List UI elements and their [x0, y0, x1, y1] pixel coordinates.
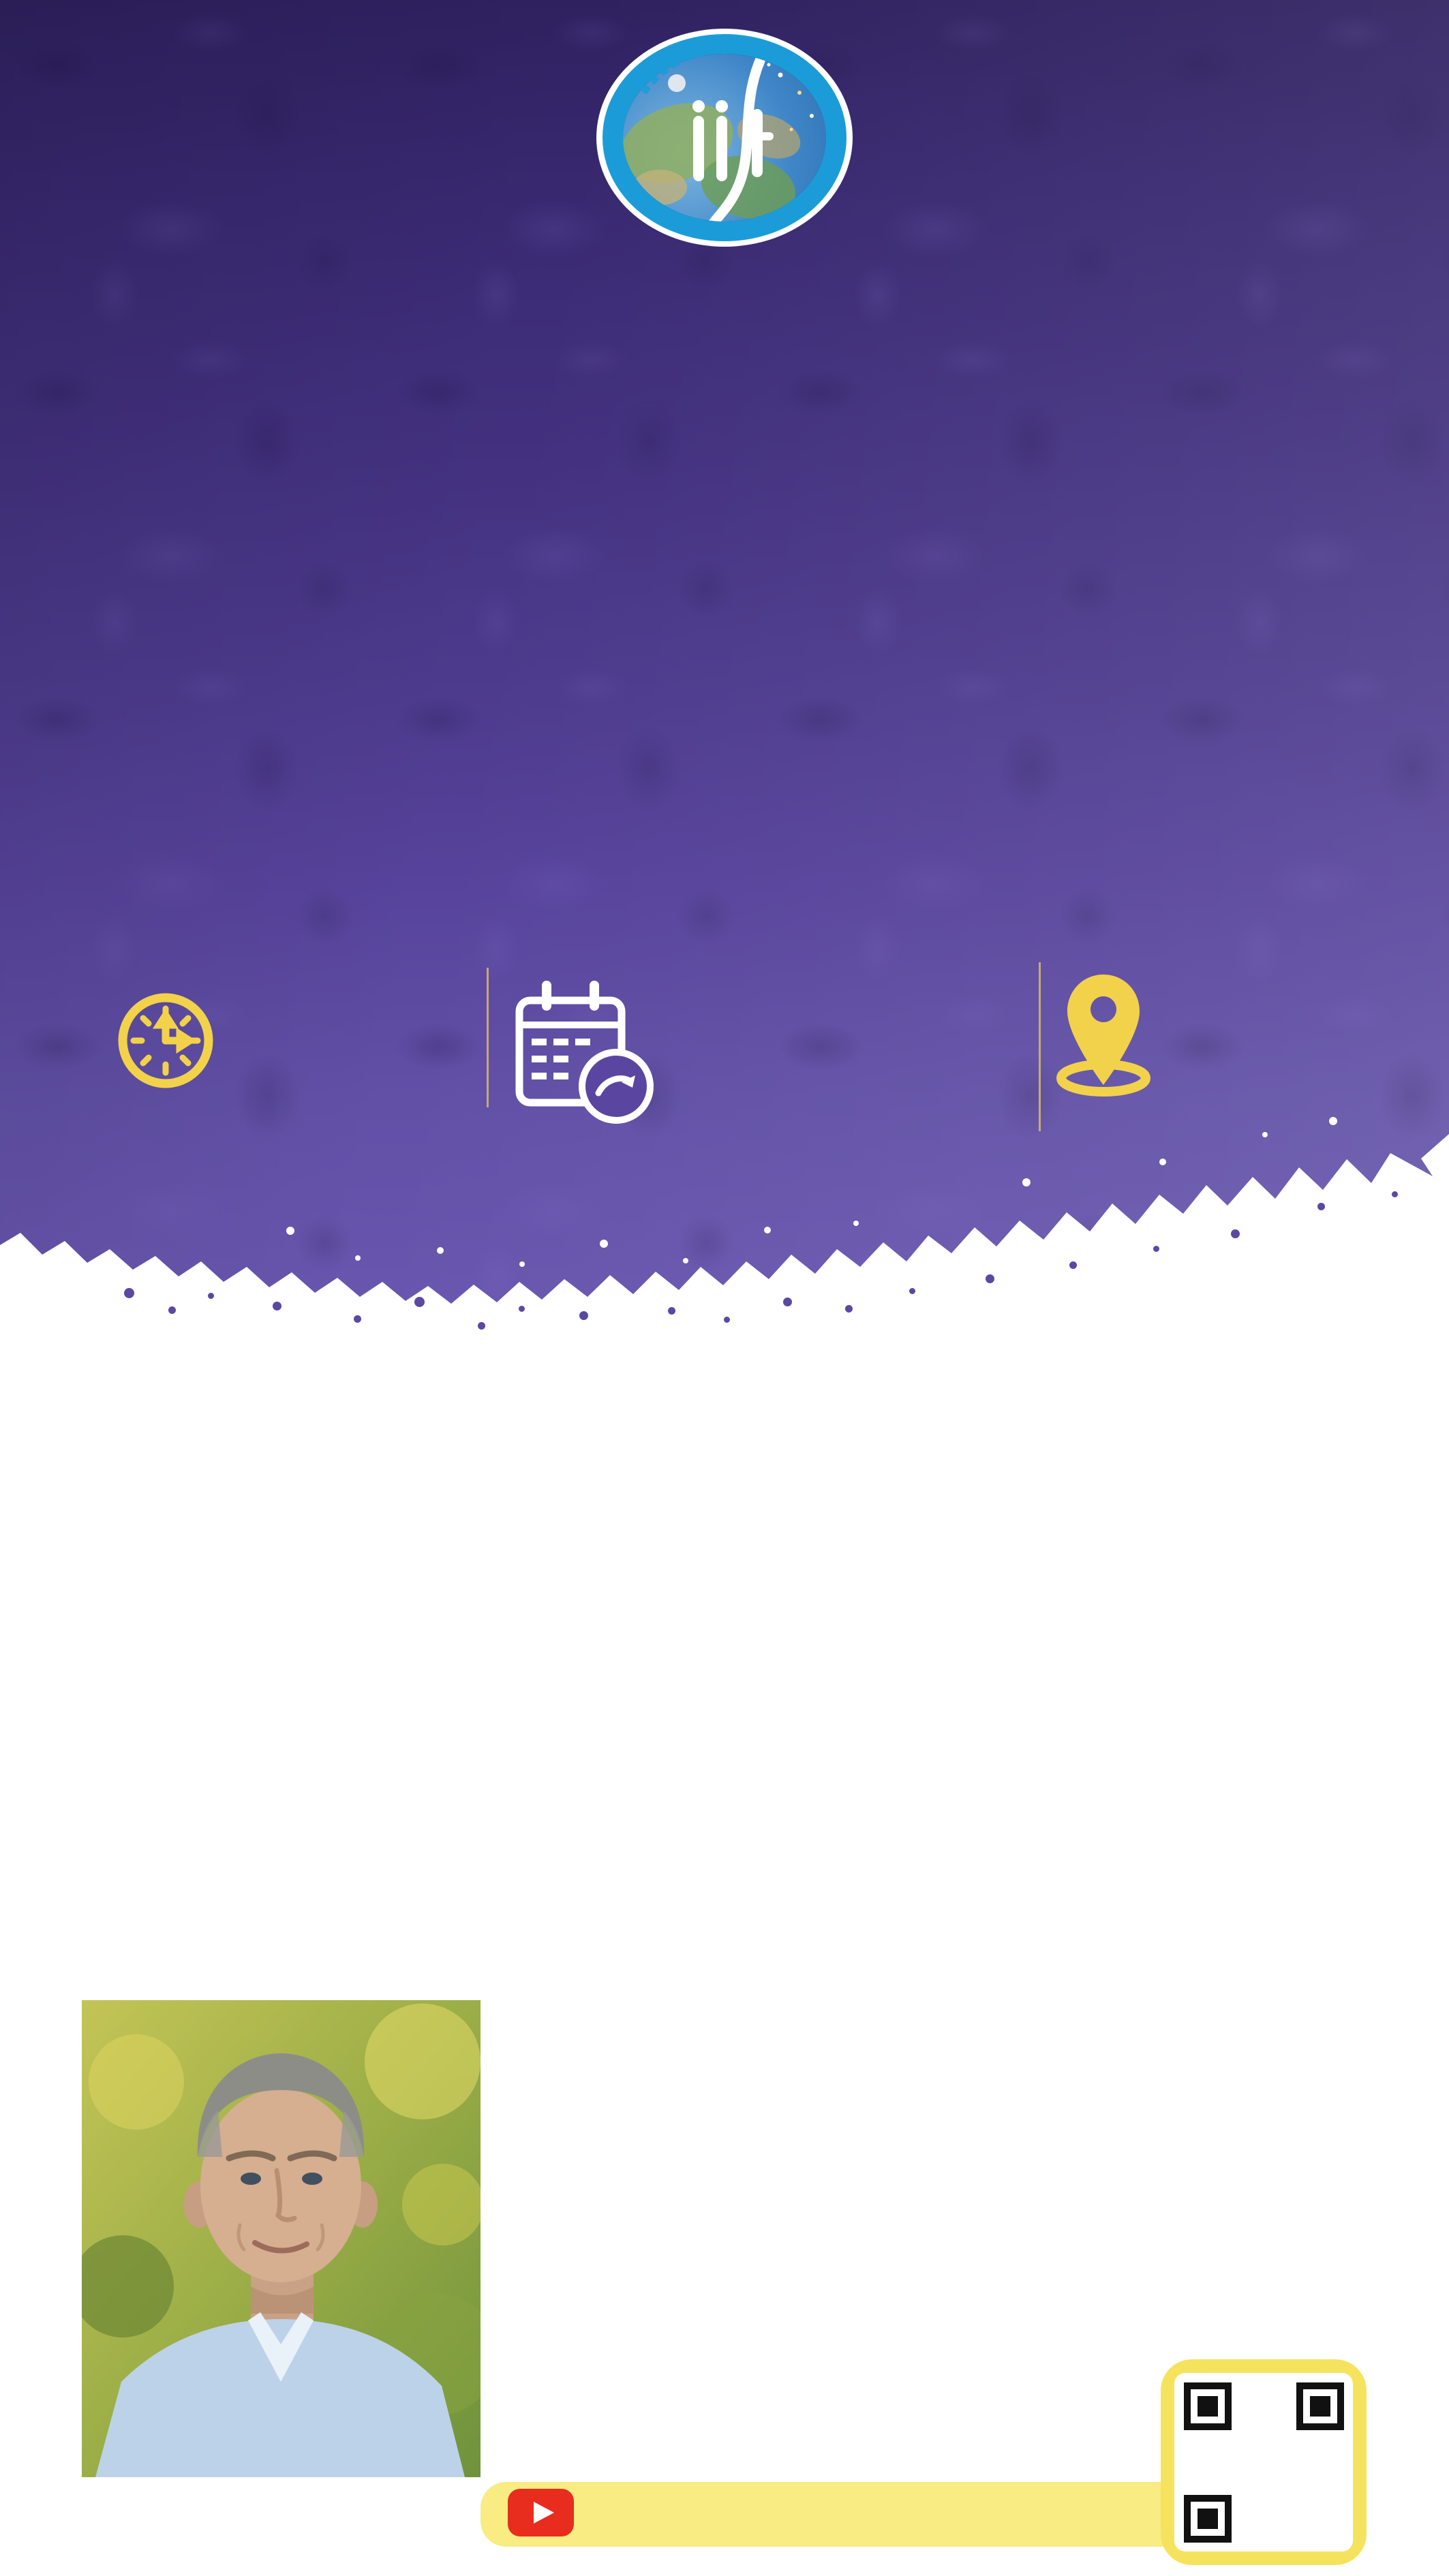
qr-code[interactable]: [1161, 2359, 1367, 2565]
speaker-portrait: [82, 2000, 481, 2481]
qr-code-inner: [1174, 2373, 1353, 2551]
calendar-icon: [513, 979, 657, 1131]
clock-icon: [115, 990, 217, 1095]
iist-emblem-graphic: [595, 27, 854, 248]
location-pin-icon: [1052, 975, 1155, 1109]
live-stream-banner[interactable]: [481, 2482, 1189, 2547]
event-divider-2: [1039, 962, 1041, 1131]
paint-splatter-white: [0, 0, 5, 5]
youtube-play-icon: [508, 2489, 574, 2540]
iist-emblem-logo: [595, 27, 854, 251]
event-divider-1: [487, 968, 489, 1107]
